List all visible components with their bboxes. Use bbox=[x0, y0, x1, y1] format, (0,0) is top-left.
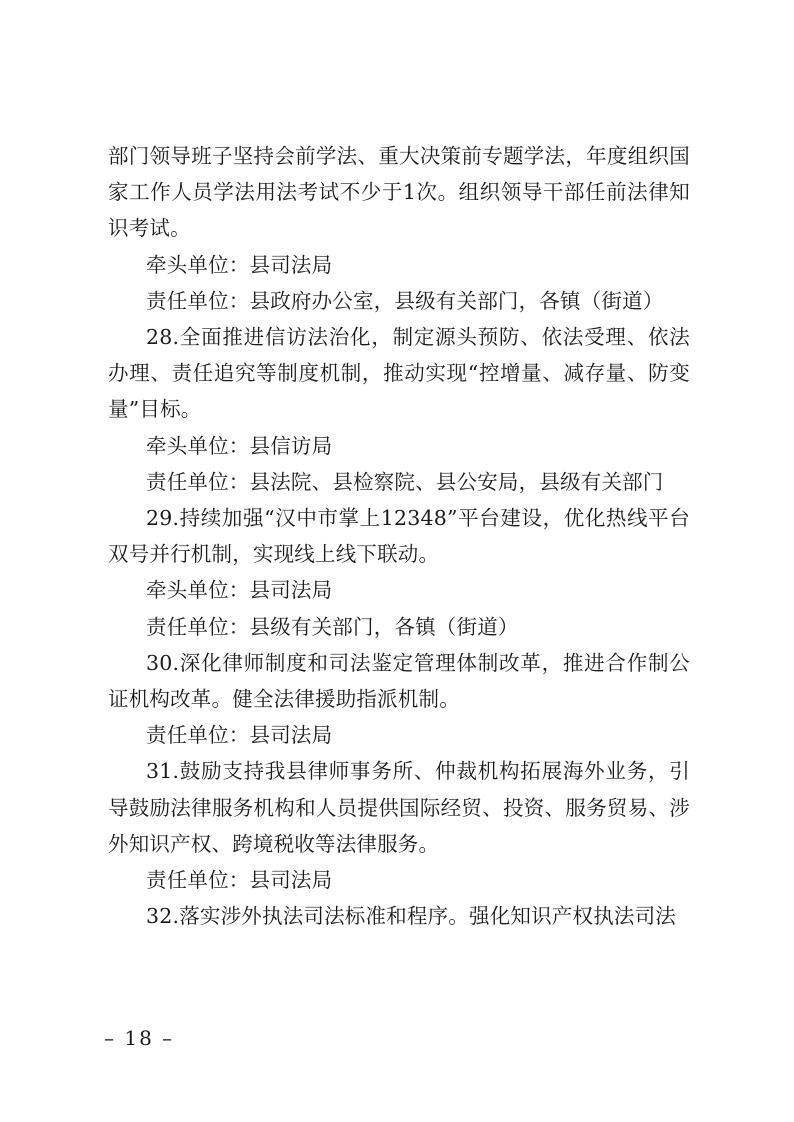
responsible-unit-line: 责任单位：县法院、县检察院、县公安局，县级有关部门 bbox=[146, 469, 664, 494]
responsible-unit-line: 责任单位：县政府办公室，县级有关部门，各镇（街道） bbox=[146, 288, 664, 313]
lead-unit-line: 牵头单位：县司法局 bbox=[146, 578, 333, 603]
lead-unit-line: 牵头单位：县信访局 bbox=[146, 433, 333, 458]
item-30-paragraph: 30.深化律师制度和司法鉴定管理体制改革，推进合作制公证机构改革。健全法律援助指派机制。 bbox=[108, 650, 690, 712]
document-body bbox=[108, 138, 690, 934]
responsible-unit-line: 责任单位：县司法局 bbox=[146, 723, 333, 748]
page-number: – 18 – bbox=[104, 1026, 175, 1050]
item-29-paragraph: 29.持续加强“汉中市掌上12348”平台建设，优化热线平台双号并行机制，实现线上线下联动。 bbox=[108, 506, 690, 567]
responsible-unit-line: 责任单位：县级有关部门，各镇（街道） bbox=[146, 614, 519, 639]
item-32-paragraph: 32.落实涉外执法司法标准和程序。强化知识产权执法司法 bbox=[146, 904, 677, 929]
lead-unit-line: 牵头单位：县司法局 bbox=[146, 252, 333, 277]
item-31-paragraph: 31.鼓励支持我县律师事务所、仲裁机构拓展海外业务，引导鼓励法律服务机构和人员提供国际经贸、投资、服务贸易、涉外知识产权、跨境税收等法律服务。 bbox=[108, 759, 690, 856]
responsible-unit-line: 责任单位：县司法局 bbox=[146, 868, 333, 893]
paragraph-continuation: 部门领导班子坚持会前学法、重大决策前专题学法，年度组织国家工作人员学法用法考试不少于1次。组织领导干部任前法律知识考试。 bbox=[108, 144, 690, 241]
item-28-paragraph: 28.全面推进信访法治化，制定源头预防、依法受理、依法办理、责任追究等制度机制，推动实现“控增量、减存量、防变量”目标。 bbox=[108, 325, 690, 422]
